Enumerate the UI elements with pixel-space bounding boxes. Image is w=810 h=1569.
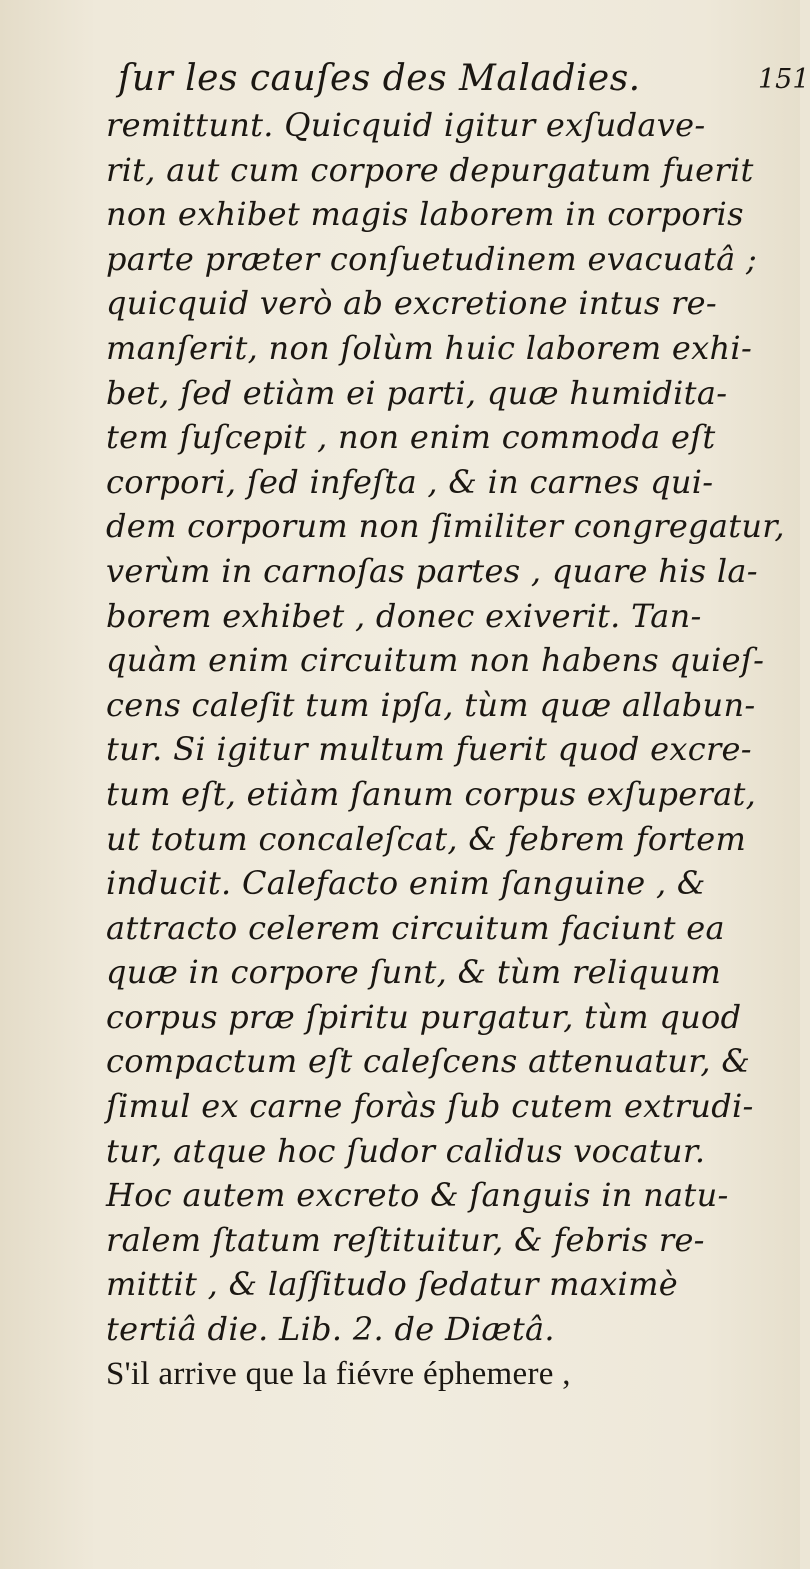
body-text	[106, 103, 796, 1396]
text-line: tem ſuſcepit , non enim commoda eſt	[106, 418, 716, 457]
text-line: manſerit, non ſolùm huic laborem exhi-	[106, 328, 753, 367]
text-line: borem exhibet , donec exiverit. Tan-	[106, 596, 702, 635]
text-line: dem corporum non ſimiliter congregatur,	[106, 507, 785, 546]
text-line: parte præter conſuetudinem evacuatâ ;	[106, 239, 758, 278]
text-line: inducit. Calefacto enim ſanguine , &	[106, 864, 706, 903]
text-line: corpus præ ſpiritu purgatur, tùm quod	[106, 997, 742, 1036]
text-line: cens caleſit tum ipſa, tùm quæ allabun-	[106, 685, 756, 724]
text-line: tur, atque hoc ſudor calidus vocatur.	[106, 1131, 706, 1170]
text-line: ut totum concaleſcat, & febrem fortem	[106, 819, 747, 858]
text-line: quæ in corpore ſunt, & tùm reliquum	[106, 953, 722, 992]
text-line: remittunt. Quicquid igitur exſudave-	[106, 106, 706, 144]
text-line: verùm in carnoſas partes , quare his la-	[106, 551, 758, 590]
text-line: tum eſt, etiàm ſanum corpus exſuperat,	[106, 774, 757, 813]
text-line: ſimul ex carne foràs ſub cutem extrudi-	[106, 1087, 754, 1126]
text-line: tur. Si igitur multum fuerit quod excre-	[106, 730, 752, 769]
text-line: corpori, ſed infeſta , & in carnes qui-	[106, 462, 714, 501]
french-text-line: S'il arrive que la fiévre éphemere ,	[106, 1355, 571, 1392]
text-line: mittit , & laſſitudo ſedatur maximè	[106, 1265, 678, 1304]
text-line: non exhibet magis laborem in corporis	[106, 195, 744, 234]
text-line: ralem ſtatum reſtituitur, & febris re-	[106, 1220, 705, 1259]
text-line: tertiâ die. Lib. 2. de Diætâ.	[106, 1310, 555, 1349]
text-line: quicquid verò ab excretione intus re-	[106, 284, 717, 323]
page-header	[118, 58, 810, 102]
running-head: ſur les cauſes des Maladies.	[118, 58, 641, 99]
text-line: bet, ſed etiàm ei parti, quæ humidita-	[106, 373, 728, 412]
text-line: compactum eſt caleſcens attenuatur, &	[106, 1042, 751, 1081]
text-line: attracto celerem circuitum faciunt ea	[106, 908, 725, 947]
text-line: rit, aut cum corpore depurgatum fuerit	[106, 150, 754, 189]
text-line: Hoc autem excreto & ſanguis in natu-	[106, 1176, 729, 1215]
page-number: 151	[758, 64, 810, 95]
text-line: quàm enim circuitum non habens quieſ-	[106, 641, 765, 680]
